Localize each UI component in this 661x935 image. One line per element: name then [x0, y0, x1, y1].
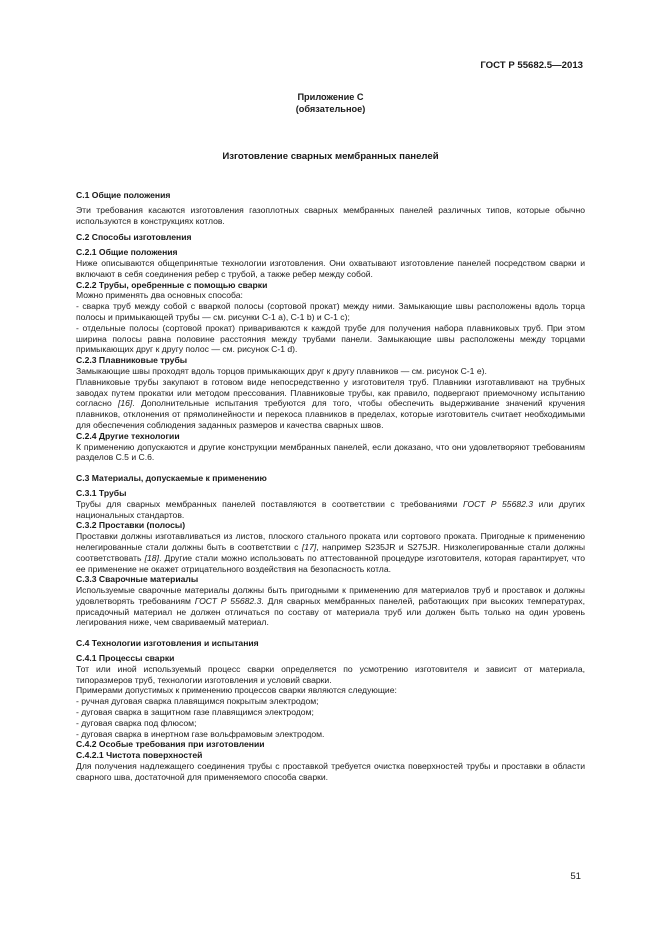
section-c41-para-2: Примерами допустимых к применению процессов сварки являются следующие:	[76, 685, 397, 696]
section-c23-para-2: Плавниковые трубы закупают в готовом виде непосредственно у изготовителя труб. Плавники изготавливают на трубных заводах путем прокатки или методом прессования. Плавниковые трубы, как правило, подвергают приемочному испытанию согласно [16]. Дополнительные испытания требуются для того, чтобы обеспечить выдерживание значений кручения плавников, отклонения от прямолинейности и перекоса плавников в пределах, которые изготовитель считает необходимыми для обеспечения соблюдения заданных размеров и качества сварных швов.	[76, 376, 586, 430]
reference-gost-55682-3: ГОСТ Р 55682.3	[463, 498, 534, 509]
section-c23-heading: С.2.3 Плавниковые трубы	[76, 355, 188, 366]
section-c24-heading: С.2.4 Другие технологии	[76, 430, 180, 441]
section-c22-intro: Можно применять два основных способа:	[76, 290, 243, 301]
section-c23-para-1: Замыкающие швы проходят вдоль торцов примыкающих друг к другу плавников — см. рисунок С-1 е).	[76, 365, 487, 376]
section-c33-heading: С.3.3 Сварочные материалы	[76, 574, 199, 585]
main-title: Изготовление сварных мембранных панелей	[222, 151, 439, 162]
list-item: - дуговая сварка под флюсом;	[76, 717, 197, 728]
section-c31-heading: С.3.1 Трубы	[76, 487, 127, 498]
section-c32-heading: С.3.2 Проставки (полосы)	[76, 520, 186, 531]
appendix-header	[0, 92, 661, 115]
standard-number: ГОСТ Р 55682.5—2013	[480, 60, 583, 71]
reference-17: [17]	[301, 541, 317, 552]
section-c421-heading: С.4.2.1 Чистота поверхностей	[76, 750, 203, 761]
section-c21-heading: С.2.1 Общие положения	[76, 247, 178, 258]
appendix-status: (обязательное)	[295, 103, 366, 114]
section-c33-text: Используемые сварочные материалы должны быть пригодными к применению для материалов труб и проставок и должны удовлетворять требованиям ГОСТ Р 55682.3. Для сварных мембранных панелей, работающих при высоких температурах, присадочный материал не должен отличаться по составу от материала труб или должен быть только на один уровень легирования ниже, чем свариваемый материал.	[76, 585, 585, 628]
section-c22-heading: С.2.2 Трубы, оребренные с помощью сварки	[76, 279, 268, 290]
section-c41-para-1: Тот или иной используемый процесс сварки определяется по усмотрению изготовителя и зависит от материала, типоразмеров труб, технологии изготовления и условий сварки.	[76, 663, 585, 685]
section-c1-heading: С.1 Общие положения	[76, 190, 171, 200]
section-c2-heading: С.2 Способы изготовления	[76, 232, 192, 243]
section-c24-text: К применению допускаются и другие конструкции мембранных панелей, если доказано, что они удовлетворяют требованиям разделов С.5 и С.6.	[76, 441, 585, 463]
section-c4-heading: С.4 Технологии изготовления и испытания	[76, 638, 259, 649]
section-c32-text: Проставки должны изготавливаться из листов, плоского стального проката или сортового проката. Пригодные к применению нелегированные стали должны быть в соответствии с [17], например S235JR и S275JR. Низколегированные стали должны соответствовать [18]. Другие стали можно использовать по аттестованной процедуре изготовителя, которая гарантирует, что ее применение не окажет отрицательного воздействия на безопасность котла.	[76, 531, 586, 574]
section-c41-heading: С.4.1 Процессы сварки	[76, 653, 175, 664]
section-c31-text: Трубы для сварных мембранных панелей поставляются в соответствии с требованиями ГОСТ Р 55682.3 или других национальных стандартов.	[76, 498, 585, 520]
reference-16: [16]	[117, 398, 133, 409]
list-item: - ручная дуговая сварка плавящимся покрытым электродом;	[76, 696, 319, 707]
reference-18: [18]	[144, 552, 159, 563]
document-body	[76, 190, 585, 783]
section-c3-heading: С.3 Материалы, допускаемые к применению	[76, 473, 267, 484]
section-c421-text: Для получения надлежащего соединения трубы с проставкой требуется очистка поверхностей трубы и проставки в области сварного шва, достаточной для применяемого способа сварки.	[76, 761, 585, 782]
section-c1-text: Эти требования касаются изготовления газоплотных сварных мембранных панелей различных типов, которые обычно используются в конструкциях котлов.	[76, 204, 585, 226]
list-item: - дуговая сварка в защитном газе плавящимся электродом;	[76, 707, 314, 718]
section-c22-item-2: - отдельные полосы (сортовой прокат) привариваются к каждой трубе для получения набора плавниковых труб. При этом ширина полосы равна половине расстояния между трубами панели. Замыкающие швы расположены между торцами примыкающих друг к другу полос — см. рисунок С-1 d).	[76, 322, 585, 355]
section-c21-text: Ниже описываются общепринятые технологии изготовления. Они охватывают изготовление панелей посредством сварки и включают в себя соединения ребер с трубой, а также ребер между собой.	[76, 257, 585, 279]
reference-gost-55682-3-b: ГОСТ Р 55682.3	[194, 595, 262, 606]
section-c22-item-1: - сварка труб между собой с вваркой полосы (сортовой прокат) между ними. Замыкающие швы расположены вдоль торца полосы и примыкающей трубы — см. рисунки С-1 а), С-1 b) и С-1 с);	[76, 301, 585, 322]
appendix-title: Приложение С	[297, 92, 364, 102]
list-item: - дуговая сварка в инертном газе вольфрамовым электродом.	[76, 728, 325, 739]
page-number: 51	[570, 871, 581, 882]
section-c42-heading: С.4.2 Особые требования при изготовлении	[76, 739, 265, 750]
